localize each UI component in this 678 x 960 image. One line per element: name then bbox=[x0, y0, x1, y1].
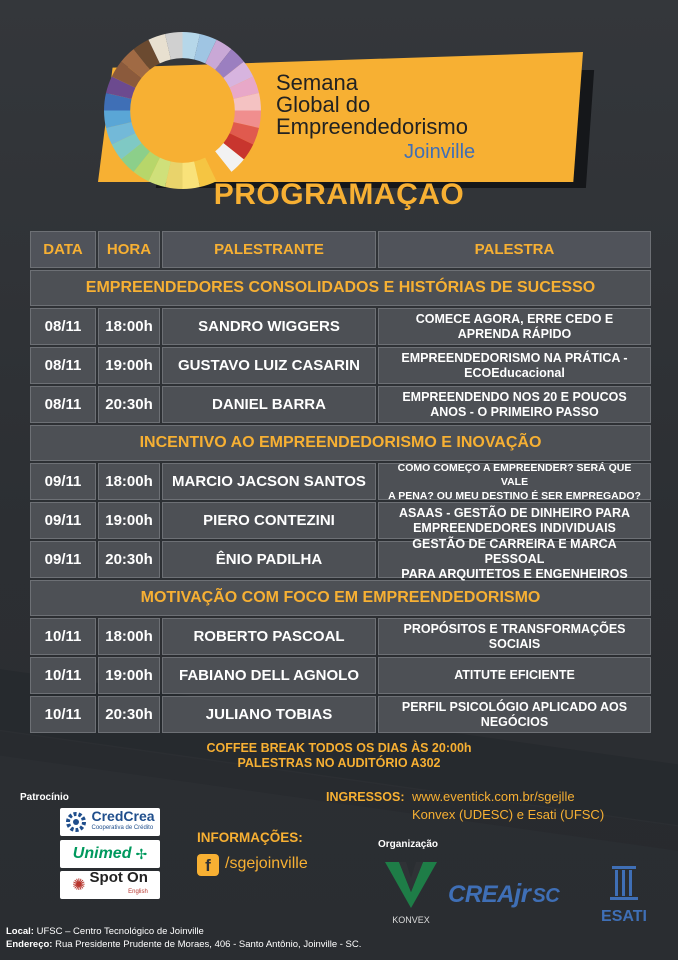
table-row bbox=[30, 696, 651, 733]
location-info: Local: UFSC – Centro Tecnológico de Joinville Endereço: Rua Presidente Prudente de Moraes, 406 - Santo Antônio, Joinville - SC. bbox=[6, 926, 362, 950]
konvex-v-icon bbox=[383, 858, 439, 910]
section-title: INCENTIVO AO EMPREENDEDORISMO E INOVAÇÃO bbox=[30, 425, 651, 461]
row-time: 18:00h bbox=[98, 463, 160, 500]
spot-icon: ✺ bbox=[72, 877, 86, 894]
konvex-logo: KONVEX bbox=[383, 858, 439, 924]
unimed-logo: Unimed ✢ bbox=[60, 840, 160, 868]
spot-on-logo: ✺ Spot On English bbox=[60, 871, 160, 899]
row-time: 19:00h bbox=[98, 347, 160, 384]
header-speaker: PALESTRANTE bbox=[162, 231, 376, 268]
event-title: Semana Global do Empreendedorismo bbox=[276, 70, 468, 139]
table-row bbox=[30, 502, 651, 539]
row-talk: GESTÃO DE CARREIRA E MARCA PESSOAL PARA ARQUITETOS E ENGENHEIROS bbox=[378, 541, 651, 578]
row-talk: EMPREENDENDO NOS 20 E POUCOS ANOS - O PRIMEIRO PASSO bbox=[378, 386, 651, 423]
table-row bbox=[30, 537, 651, 581]
row-talk: ATITUTE EFICIENTE bbox=[378, 657, 651, 694]
crea-jr-sc-logo: CREAjr SC bbox=[448, 878, 560, 908]
row-date: 10/11 bbox=[30, 618, 96, 655]
row-speaker: ROBERTO PASCOAL bbox=[162, 618, 376, 655]
esati-columns-icon bbox=[594, 862, 654, 904]
row-speaker: SANDRO WIGGERS bbox=[162, 308, 376, 345]
section-title: EMPREENDEDORES CONSOLIDADOS E HISTÓRIAS DE SUCESSO bbox=[30, 270, 651, 306]
header-date: DATA bbox=[30, 231, 96, 268]
row-time: 20:30h bbox=[98, 696, 160, 733]
row-time: 20:30h bbox=[98, 386, 160, 423]
event-city: Joinville bbox=[404, 141, 476, 163]
credcrea-logo: CredCrea Cooperativa de Crédito bbox=[60, 808, 160, 836]
gear-icon bbox=[65, 811, 87, 833]
organizers-label: Organização bbox=[378, 839, 439, 850]
row-date: 08/11 bbox=[30, 386, 96, 423]
section-title: MOTIVAÇÃO COM FOCO EM EMPREENDEDORISMO bbox=[30, 580, 651, 616]
row-speaker: PIERO CONTEZINI bbox=[162, 502, 376, 539]
row-speaker: JULIANO TOBIAS bbox=[162, 696, 376, 733]
info-label: INFORMAÇÕES: bbox=[197, 830, 303, 845]
row-speaker: DANIEL BARRA bbox=[162, 386, 376, 423]
row-speaker: FABIANO DELL AGNOLO bbox=[162, 657, 376, 694]
row-time: 18:00h bbox=[98, 618, 160, 655]
row-speaker: GUSTAVO LUIZ CASARIN bbox=[162, 347, 376, 384]
tickets-url[interactable]: www.eventick.com.br/sgejlle bbox=[412, 789, 575, 804]
row-date: 10/11 bbox=[30, 696, 96, 733]
row-talk: COMO COMEÇO A EMPREENDER? SERÁ QUE VALE A PENA? OU MEU DESTINO É SER EMPREGADO? bbox=[378, 463, 651, 500]
row-talk: PERFIL PSICOLÓGIO APLICADO AOS NEGÓCIOS bbox=[378, 696, 651, 733]
row-speaker: ÊNIO PADILHA bbox=[162, 541, 376, 578]
table-row bbox=[30, 618, 651, 655]
row-talk: COMECE AGORA, ERRE CEDO E APRENDA RÁPIDO bbox=[378, 308, 651, 345]
row-date: 09/11 bbox=[30, 541, 96, 578]
color-wheel-logo bbox=[100, 28, 265, 193]
facebook-link[interactable]: /sgejoinville bbox=[225, 855, 308, 872]
table-header-row bbox=[30, 231, 651, 268]
sponsors-label: Patrocínio bbox=[20, 792, 69, 803]
table-row bbox=[30, 657, 651, 694]
row-date: 08/11 bbox=[30, 347, 96, 384]
row-date: 10/11 bbox=[30, 657, 96, 694]
row-date: 09/11 bbox=[30, 502, 96, 539]
row-time: 18:00h bbox=[98, 308, 160, 345]
row-talk: ASAAS - GESTÃO DE DINHEIRO PARA EMPREENDEDORES INDIVIDUAIS bbox=[378, 502, 651, 539]
table-row bbox=[30, 386, 651, 423]
row-date: 09/11 bbox=[30, 463, 96, 500]
row-time: 20:30h bbox=[98, 541, 160, 578]
header-talk: PALESTRA bbox=[378, 231, 651, 268]
tickets-where: Konvex (UDESC) e Esati (UFSC) bbox=[412, 807, 605, 822]
row-talk: PROPÓSITOS E TRANSFORMAÇÕES SOCIAIS bbox=[378, 618, 651, 655]
table-row bbox=[30, 347, 651, 384]
esati-logo: ESATI bbox=[594, 862, 654, 924]
row-time: 19:00h bbox=[98, 657, 160, 694]
schedule-table bbox=[30, 231, 651, 735]
tickets-label: INGRESSOS: bbox=[326, 790, 405, 804]
table-row bbox=[30, 308, 651, 345]
row-date: 08/11 bbox=[30, 308, 96, 345]
facebook-icon[interactable]: f bbox=[197, 854, 219, 876]
programacao-title: PROGRAMAÇÃO bbox=[213, 178, 465, 211]
row-time: 19:00h bbox=[98, 502, 160, 539]
row-speaker: MARCIO JACSON SANTOS bbox=[162, 463, 376, 500]
unimed-tree-icon: ✢ bbox=[135, 845, 148, 862]
row-talk: EMPREENDEDORISMO NA PRÁTICA - ECOEducacional bbox=[378, 347, 651, 384]
table-row bbox=[30, 463, 651, 500]
header-time: HORA bbox=[98, 231, 160, 268]
event-notes: COFFEE BREAK TODOS OS DIAS ÀS 20:00h PALESTRAS NO AUDITÓRIO A302 bbox=[206, 741, 472, 770]
